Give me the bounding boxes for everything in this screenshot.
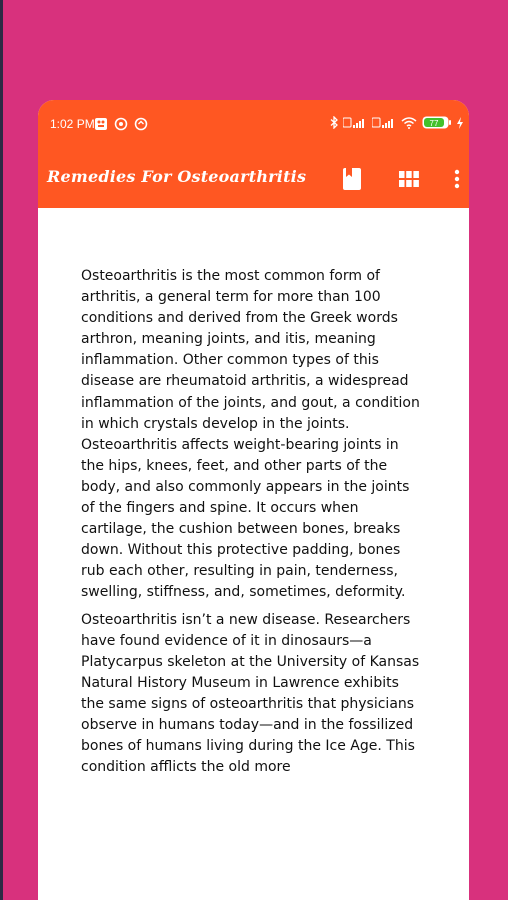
article-body: [81, 266, 421, 784]
article-paragraph-1: Osteoarthritis is the most common form of arthritis, a general term for more than 100 conditions and derived from the Greek words arthron, meaning joints, and itis, meaning inflammation. Other common types of this disease are rheumatoid arthritis, a widespread inflammation of the joints, and gout, a condition in which crystals develop in the joints. Osteoarthritis affects weight-bearing joints in the hips, knees, feet, and other parts of the body, and also commonly appears in the joints of the fingers and spine. It occurs when cartilage, the cushion between bones, breaks down. Without this protective padding, bones rub each other, resulting in pain, tenderness, swelling, stiffness, and, sometimes, deformity.: [81, 268, 420, 601]
background-edge: [0, 0, 3, 900]
app-notification-icon: [94, 117, 108, 131]
battery-level: 77: [429, 119, 439, 128]
article-paragraph-2: Osteoarthritis isn’t a new disease. Researchers have found evidence of it in dinosaurs—a Platycarpus skeleton at the University of Kansas Natural History Museum in Lawrence exhibits the same signs of osteoarthritis that physicians observe in humans today—and in the fossilized bones of humans living during the Ice Age. This condition afflicts the old more: [81, 611, 420, 776]
app-title: Remedies For Osteoarthritis: [47, 167, 307, 186]
app-bar: [38, 150, 469, 208]
more-vert-icon: [454, 169, 460, 189]
bookmark-button[interactable]: [337, 164, 367, 194]
content-area[interactable]: [38, 208, 469, 900]
signal-icon-1: [343, 117, 367, 129]
charging-icon: [457, 117, 463, 129]
bluetooth-icon: [330, 116, 338, 129]
battery-icon: [422, 116, 452, 129]
status-system-icons: [330, 116, 463, 129]
bookmark-icon: [342, 167, 362, 191]
status-time: 1:02 PM: [50, 117, 95, 131]
sync-notification-icon: [134, 117, 148, 131]
phone-screen: [38, 100, 469, 900]
grid-icon: [399, 171, 419, 187]
status-notification-icons: [94, 117, 148, 131]
more-options-button[interactable]: [442, 164, 469, 194]
status-bar: [38, 100, 469, 150]
grid-view-button[interactable]: [394, 164, 424, 194]
signal-icon-2: [372, 117, 396, 129]
wifi-icon: [401, 117, 417, 129]
chat-notification-icon: [114, 117, 128, 131]
